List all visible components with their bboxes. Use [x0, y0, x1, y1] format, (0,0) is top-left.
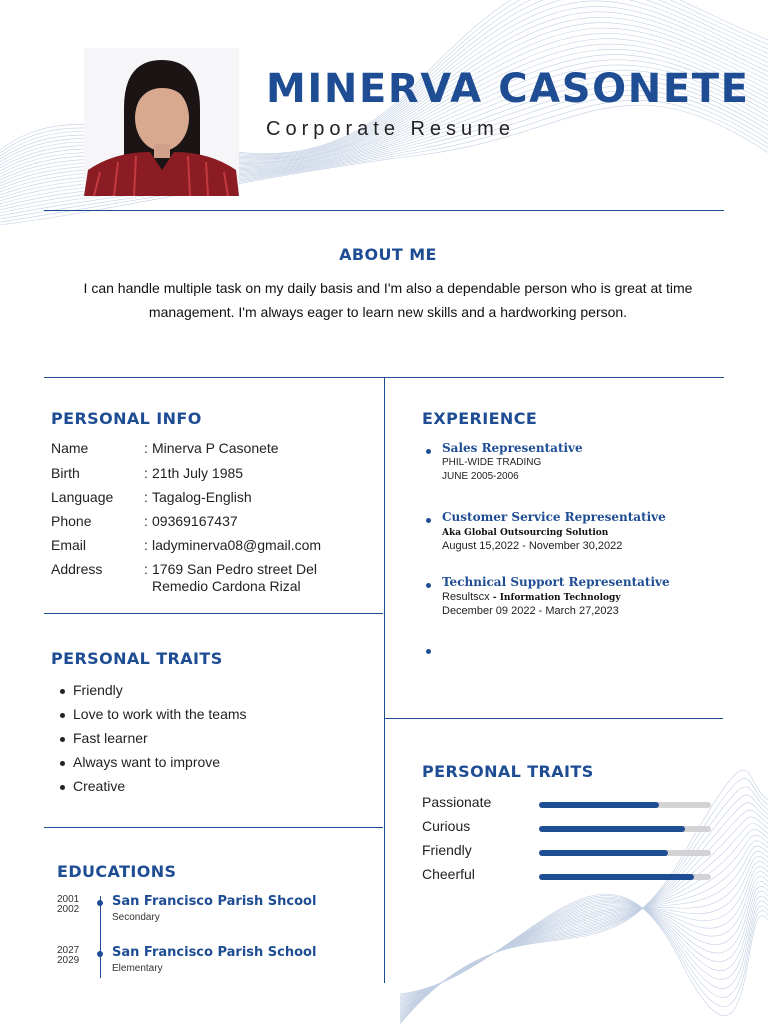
- skill-label: Friendly: [422, 842, 472, 858]
- education-year-start: 2027: [57, 945, 80, 956]
- trait-label: Creative: [73, 778, 126, 794]
- experience-bullet-icon: [426, 583, 431, 588]
- education-school: San Francisco Parish Shcool: [112, 894, 317, 909]
- info-colon: :: [144, 561, 148, 577]
- experience-bullet-icon: [426, 518, 431, 523]
- info-value: 1769 San Pedro street Del Remedio Cardona Rizal: [152, 561, 317, 594]
- info-label: Language: [51, 489, 114, 505]
- trait-item: [60, 706, 247, 722]
- experience-company-suffix: - Information Technology: [489, 593, 621, 603]
- info-colon: :: [144, 489, 148, 505]
- trait-label: Love to work with the teams: [73, 706, 247, 722]
- experience-company-name: Aka Global Outsourcing Solution: [442, 528, 609, 538]
- skill-label: Cheerful: [422, 866, 475, 882]
- experience-company: [442, 591, 621, 603]
- bullet-icon: [60, 761, 65, 766]
- experience-empty-bullet: [426, 649, 431, 654]
- info-label: Phone: [51, 513, 92, 529]
- about-title: ABOUT ME: [339, 245, 437, 264]
- info-label: Birth: [51, 465, 80, 481]
- about-text: I can handle multiple task on my daily basis and I'm also a dependable person who is great at time management. I'm always eager to learn new skills and a hardworking person.: [83, 280, 693, 320]
- resume-subtitle: Corporate Resume: [266, 118, 515, 140]
- experience-company: [442, 526, 608, 538]
- info-colon: :: [144, 537, 148, 553]
- experience-title: Technical Support Representative: [442, 575, 670, 589]
- skill-bar-track: [539, 850, 711, 856]
- timeline-dot-icon: [97, 900, 103, 906]
- personal-info-title: PERSONAL INFO: [51, 409, 202, 428]
- experience-title: Customer Service Representative: [442, 510, 666, 524]
- bullet-icon: [60, 737, 65, 742]
- education-level: Elementary: [112, 963, 163, 974]
- education-school: San Francisco Parish School: [112, 945, 317, 960]
- info-value: 21th July 1985: [152, 465, 244, 481]
- skill-bar-track: [539, 802, 711, 808]
- skill-bar-fill: [539, 874, 694, 880]
- experience-company-name: Resultscx: [442, 591, 490, 603]
- info-label: Address: [51, 561, 103, 577]
- timeline-dot-icon: [97, 951, 103, 957]
- experience-dates: August 15,2022 - November 30,2022: [442, 540, 623, 552]
- candidate-name: MINERVA CASONETE: [266, 66, 750, 112]
- trait-item: [60, 730, 148, 746]
- bullet-icon: [60, 713, 65, 718]
- education-timeline: [100, 896, 101, 978]
- trait-label: Fast learner: [73, 730, 148, 746]
- trait-item: [60, 778, 125, 794]
- info-colon: :: [144, 465, 148, 481]
- experience-dates: December 09 2022 - March 27,2023: [442, 605, 619, 617]
- education-year-start: 2001: [57, 894, 80, 905]
- education-year-end: 2002: [57, 904, 80, 915]
- bullet-icon: [60, 785, 65, 790]
- column-divider: [384, 377, 385, 983]
- profile-photo: [84, 48, 239, 196]
- info-divider: [44, 613, 383, 614]
- info-label: Name: [51, 440, 89, 456]
- experience-divider: [385, 718, 723, 719]
- skill-traits-title: PERSONAL TRAITS: [422, 762, 594, 781]
- info-value: 09369167437: [152, 513, 238, 529]
- education-year-end: 2029: [57, 955, 80, 966]
- trait-item: [60, 754, 220, 770]
- skill-bar-fill: [539, 850, 668, 856]
- trait-label: Friendly: [73, 682, 123, 698]
- info-value: ladyminerva08@gmail.com: [152, 537, 322, 553]
- trait-item: [60, 682, 123, 698]
- skill-bar-fill: [539, 802, 659, 808]
- bullet-icon: [60, 689, 65, 694]
- experience-company-name: PHIL-WIDE TRADING: [442, 457, 542, 468]
- info-value: Minerva P Casonete: [152, 440, 279, 456]
- experience-title: EXPERIENCE: [422, 409, 538, 428]
- info-label: Email: [51, 537, 87, 553]
- info-colon: :: [144, 513, 148, 529]
- experience-bullet-icon: [426, 449, 431, 454]
- experience-dates: JUNE 2005-2006: [442, 471, 519, 482]
- education-level: Secondary: [112, 912, 160, 923]
- skill-label: Passionate: [422, 794, 492, 810]
- skill-bar-track: [539, 874, 711, 880]
- skill-bar-fill: [539, 826, 685, 832]
- educations-title: EDUCATIONS: [57, 862, 177, 881]
- experience-title: Sales Representative: [442, 441, 583, 455]
- info-value: Tagalog-English: [152, 489, 252, 505]
- personal-traits-title: PERSONAL TRAITS: [51, 649, 223, 668]
- skill-bar-track: [539, 826, 711, 832]
- skill-label: Curious: [422, 818, 471, 834]
- header-divider: [44, 210, 724, 211]
- trait-label: Always want to improve: [73, 754, 221, 770]
- traits-divider: [44, 827, 383, 828]
- experience-company: [442, 457, 541, 468]
- info-colon: :: [144, 440, 148, 456]
